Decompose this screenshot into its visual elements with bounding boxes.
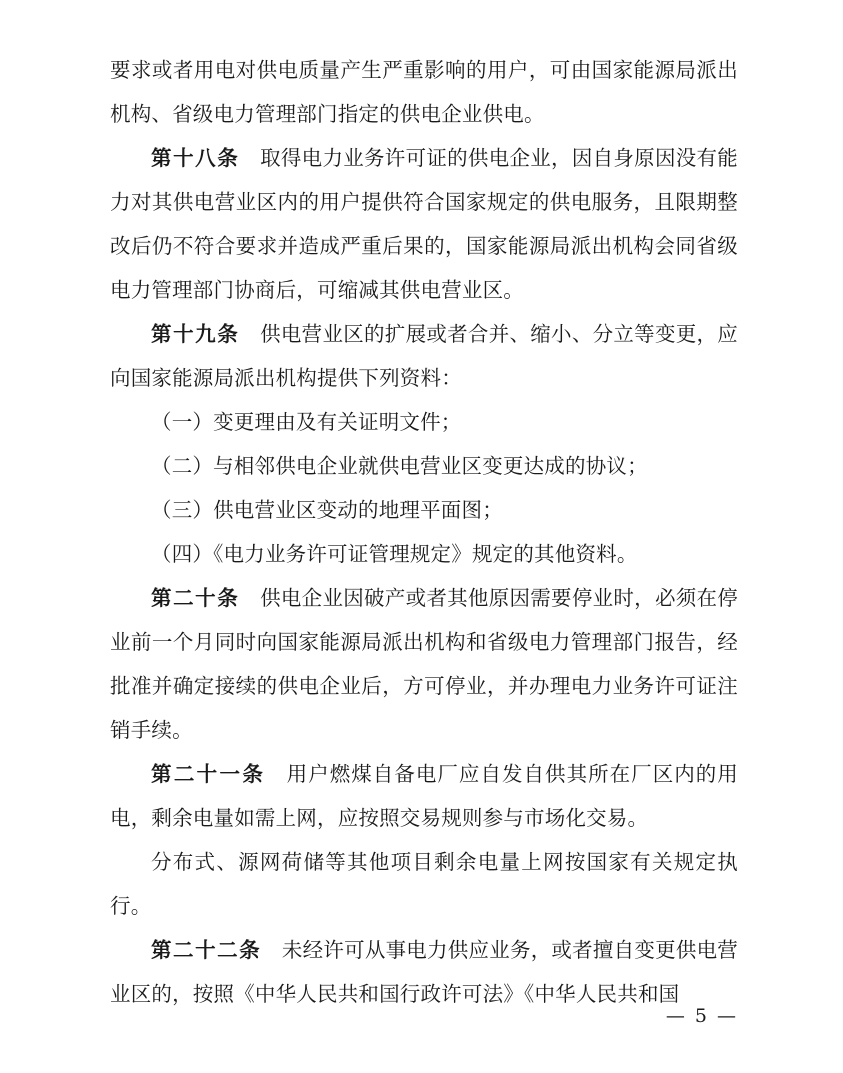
list-item bbox=[110, 444, 738, 488]
paragraph-article-21 bbox=[110, 752, 738, 840]
paragraph-text: （三）供电营业区变动的地理平面图； bbox=[151, 498, 503, 522]
paragraph-article-20 bbox=[110, 576, 738, 752]
article-label: 第十九条 bbox=[151, 322, 240, 346]
paragraph-text: 用户燃煤自备电厂应自发自供其所在厂区内的用电，剩余电量如需上网，应按照交易规则参与市场化交易。 bbox=[110, 762, 738, 830]
paragraph-article-21-sub bbox=[110, 840, 738, 928]
paragraph-text: 要求或者用电对供电质量产生严重影响的用户，可由国家能源局派出机构、省级电力管理部门指定的供电企业供电。 bbox=[110, 58, 738, 126]
paragraph-text: 分布式、源网荷储等其他项目剩余电量上网按国家有关规定执行。 bbox=[110, 850, 738, 918]
article-label: 第十八条 bbox=[151, 146, 240, 170]
list-item bbox=[110, 488, 738, 532]
paragraph-text: 供电企业因破产或者其他原因需要停业时，必须在停业前一个月同时向国家能源局派出机构和省级电力管理部门报告，经批准并确定接续的供电企业后，方可停业，并办理电力业务许可证注销手续。 bbox=[110, 586, 738, 742]
article-label: 第二十条 bbox=[151, 586, 240, 610]
page-number: — 5 — bbox=[665, 1005, 738, 1027]
paragraph-text: （二）与相邻供电企业就供电营业区变更达成的协议； bbox=[151, 454, 648, 478]
paragraph-text: 供电营业区的扩展或者合并、缩小、分立等变更，应向国家能源局派出机构提供下列资料： bbox=[110, 322, 738, 390]
document-body bbox=[110, 48, 738, 1016]
paragraph-text: （一）变更理由及有关证明文件； bbox=[151, 410, 462, 434]
paragraph-article-18 bbox=[110, 136, 738, 312]
article-label: 第二十二条 bbox=[151, 938, 262, 962]
article-label: 第二十一条 bbox=[151, 762, 266, 786]
paragraph-article-19 bbox=[110, 312, 738, 400]
paragraph bbox=[110, 48, 738, 136]
paragraph-text: （四）《电力业务许可证管理规定》规定的其他资料。 bbox=[151, 542, 638, 566]
paragraph-article-22 bbox=[110, 928, 738, 1016]
paragraph-text: 未经许可从事电力供应业务，或者擅自变更供电营业区的，按照《中华人民共和国行政许可法》《中华人民共和国 bbox=[110, 938, 738, 1006]
list-item bbox=[110, 532, 738, 576]
paragraph-text: 取得电力业务许可证的供电企业，因自身原因没有能力对其供电营业区内的用户提供符合国家规定的供电服务，且限期整改后仍不符合要求并造成严重后果的，国家能源局派出机构会同省级电力管理部门协商后，可缩减其供电营业区。 bbox=[110, 146, 738, 302]
list-item bbox=[110, 400, 738, 444]
